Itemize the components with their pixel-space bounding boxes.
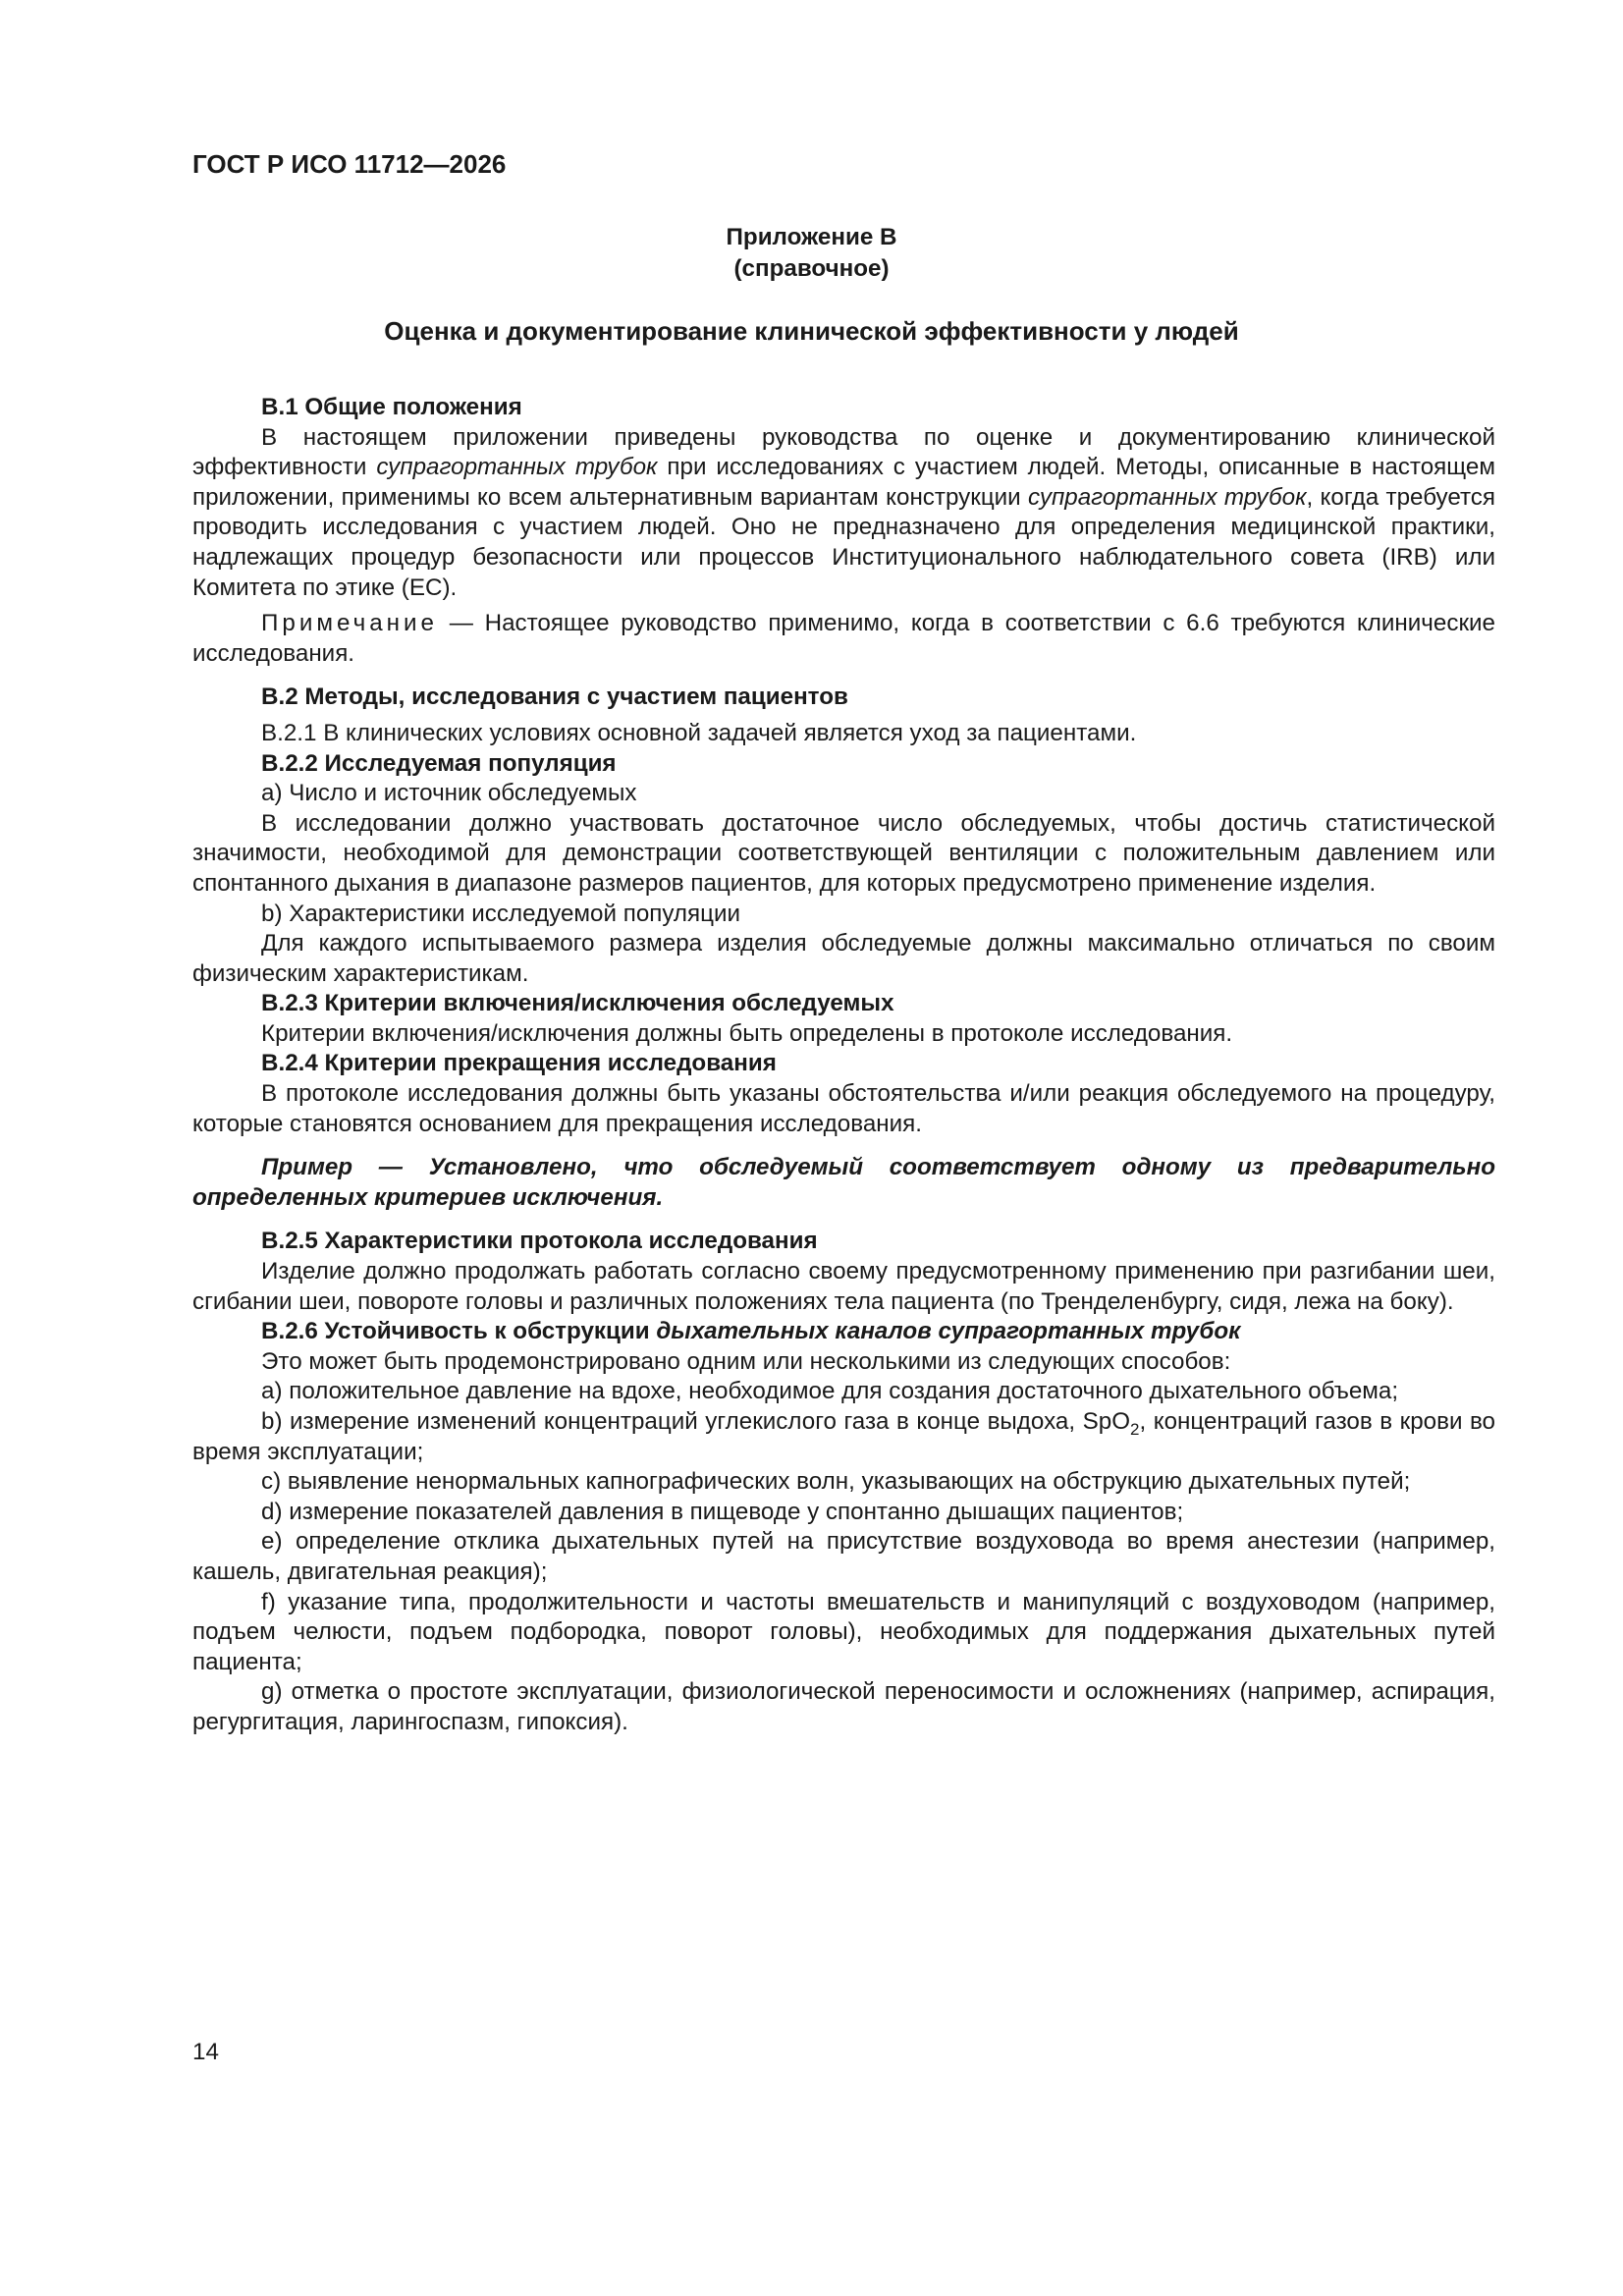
- example-paragraph: Пример — Установлено, что обследуемый соответствует одному из предварительно определенных критериев исключения.: [192, 1154, 1495, 1211]
- list-item-c: с) выявление ненормальных капнографических волн, указывающих на обструкцию дыхательных путей;: [261, 1468, 1411, 1496]
- clause-b22-heading: В.2.2 Исследуемая популяция: [261, 749, 617, 777]
- note-paragraph: Примечание — Настоящее руководство применимо, когда в соответствии с 6.6 требуются клинические исследования.: [192, 610, 1495, 667]
- list-item-b: b) измерение изменений концентраций углекислого газа в конце выдоха, SpO$_2$, концентраций газов в крови во время эксплуатации;: [192, 1408, 1495, 1465]
- section-b1-heading: В.1 Общие положения: [261, 394, 522, 420]
- appendix-label: Приложение В: [726, 224, 897, 250]
- note-label: Примечание: [261, 610, 438, 637]
- clause-b21: В.2.1 В клинических условиях основной задачей является уход за пациентами.: [261, 719, 1137, 746]
- appendix-title: Оценка и документирование клинической эффективности у людей: [384, 316, 1239, 346]
- clause-b22-item-a: а) Число и источник обследуемых: [261, 780, 637, 807]
- section-b1-paragraph: В настоящем приложении приведены руководства по оценке и документированию клинической эффективности супрагортанных трубок при исследованиях с участием людей. Методы, описанные в настоящем приложении, применимы ко всем альтернативным вариантам конструкции супрагортанных трубок, когда требуется проводить исследования с участием людей. Оно не предназначено для определения медицинской практики, надлежащих процедур безопасности или процессов Институционального наблюдательного совета (IRB) или Комитета по этике (ЕС).: [192, 423, 1495, 601]
- clause-b24-text: В протоколе исследования должны быть указаны обстоятельства и/или реакция обследуемого на процедуру, которые становятся основанием для прекращения исследования.: [192, 1080, 1495, 1137]
- list-item-f: f) указание типа, продолжительности и частоты вмешательств и манипуляций с воздуховодом (например, подъем челюсти, подъем подбородка, поворот головы), необходимых для поддержания дыхательных путей пациента;: [192, 1588, 1495, 1675]
- clause-b26-heading: В.2.6 Устойчивость к обструкции дыхательных каналов супрагортанных трубок: [261, 1318, 1241, 1345]
- list-item-a: а) положительное давление на вдохе, необходимое для создания достаточного дыхательного объема;: [261, 1378, 1399, 1405]
- clause-b25-text: Изделие должно продолжать работать согласно своему предусмотренному применению при разгибании шеи, сгибании шеи, повороте головы и различных положениях тела пациента (по Тренделенбургу, сидя, лежа на боку).: [192, 1258, 1495, 1315]
- standard-id: ГОСТ Р ИСО 11712—2026: [192, 149, 507, 179]
- page-number: 14: [192, 2039, 219, 2065]
- list-item-d: d) измерение показателей давления в пищеводе у спонтанно дышащих пациентов;: [261, 1498, 1184, 1525]
- clause-b22-item-a-text: В исследовании должно участвовать достаточное число обследуемых, чтобы достичь статистической значимости, необходимой для демонстрации соответствующей вентиляции с положительным давлением или спонтанного дыхания в диапазоне размеров пациентов, для которых предусмотрено применение изделия.: [192, 809, 1495, 897]
- clause-b26-intro: Это может быть продемонстрировано одним или несколькими из следующих способов:: [261, 1347, 1231, 1375]
- clause-b24-heading: В.2.4 Критерии прекращения исследования: [261, 1050, 777, 1077]
- clause-b25-heading: В.2.5 Характеристики протокола исследования: [261, 1228, 818, 1255]
- clause-b23-text: Критерии включения/исключения должны быть определены в протоколе исследования.: [261, 1019, 1233, 1047]
- clause-b22-item-b-text: Для каждого испытываемого размера изделия обследуемые должны максимально отличаться по своим физическим характеристикам.: [192, 930, 1495, 987]
- section-b2-heading: В.2 Методы, исследования с участием пациентов: [261, 683, 848, 711]
- appendix-status: (справочное): [733, 255, 890, 282]
- list-item-e: е) определение отклика дыхательных путей на присутствие воздуховода во время анестезии (например, кашель, двигательная реакция);: [192, 1528, 1495, 1585]
- clause-b23-heading: В.2.3 Критерии включения/исключения обследуемых: [261, 990, 894, 1017]
- list-item-g: g) отметка о простоте эксплуатации, физиологической переносимости и осложнениях (например, аспирация, регургитация, ларингоспазм, гипоксия).: [192, 1678, 1495, 1735]
- clause-b22-item-b: b) Характеристики исследуемой популяции: [261, 900, 741, 927]
- document-body: [192, 393, 1495, 1738]
